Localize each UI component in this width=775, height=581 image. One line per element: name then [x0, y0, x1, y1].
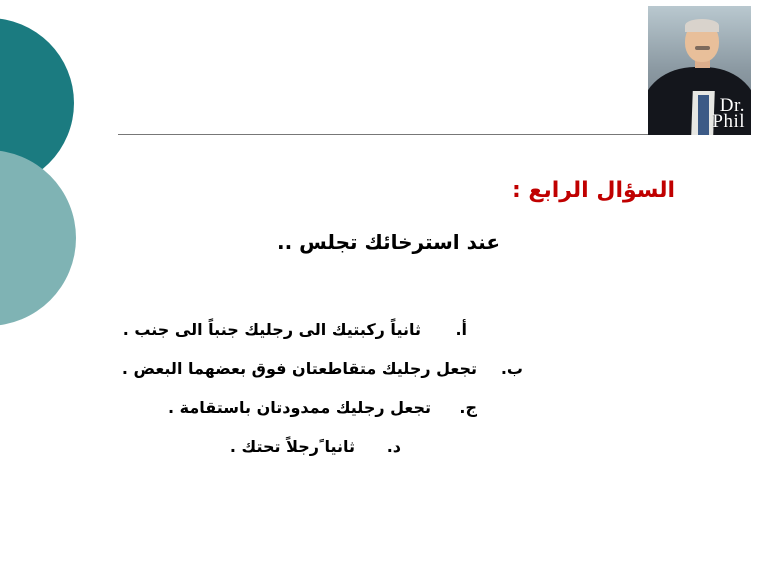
option-marker: ب.: [500, 359, 523, 378]
option-text: ثانيا ًرجلاً تحتك .: [229, 437, 355, 456]
question-title: السؤال الرابع :: [511, 178, 675, 203]
dr-phil-photo: [648, 6, 751, 135]
photo-moustache: [695, 46, 710, 50]
answer-option[interactable]: [53, 398, 477, 417]
question-subtitle: عند استرخائك تجلس ..: [276, 230, 500, 254]
photo-caption-line1: Dr.: [719, 94, 745, 116]
photo-caption-line2: Phil: [712, 111, 745, 133]
option-text: ثانياً ركبتيك الى رجليك جنباً الى جنب .: [122, 320, 421, 339]
photo-caption: [712, 94, 745, 133]
answer-option[interactable]: [53, 359, 523, 378]
decorative-circle-light: [0, 150, 76, 326]
option-marker: د.: [386, 437, 401, 456]
photo-hair: [685, 19, 719, 32]
photo-tie: [698, 95, 709, 135]
header-divider: [118, 134, 658, 135]
answer-options-list: [53, 320, 523, 476]
option-marker: أ.: [455, 320, 467, 339]
option-text: تجعل رجليك ممدودتان باستقامة .: [167, 398, 431, 417]
option-text: تجعل رجليك متقاطعتان فوق بعضهما البعض .: [121, 359, 477, 378]
answer-option[interactable]: [53, 437, 401, 456]
answer-option[interactable]: [53, 320, 467, 339]
option-marker: ج.: [459, 398, 477, 417]
